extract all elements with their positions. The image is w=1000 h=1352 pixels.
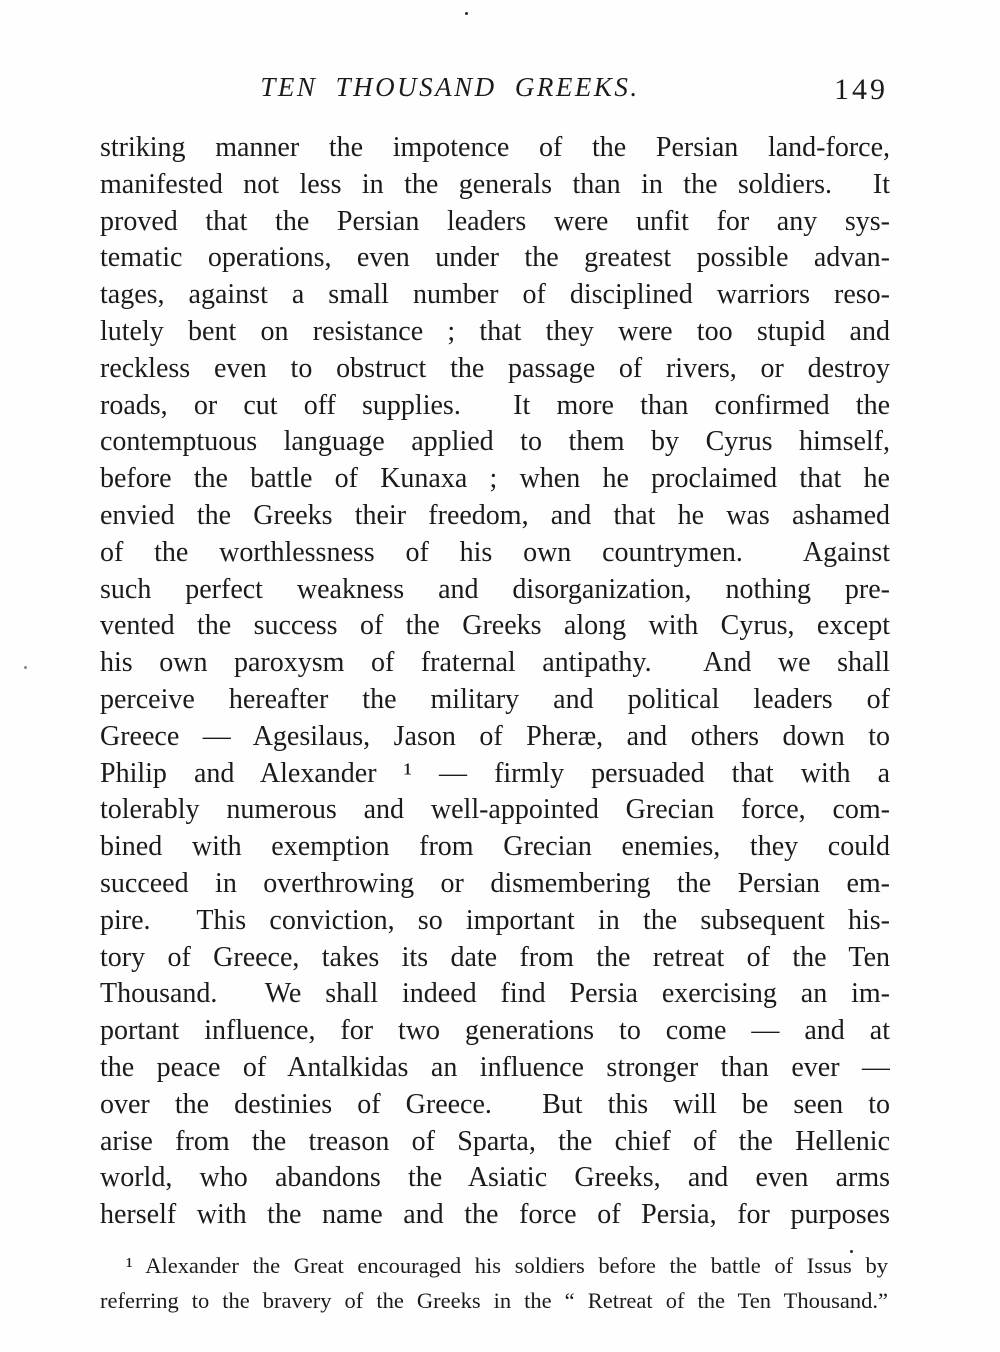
body-text-line: succeed in overthrowing or dismembering the Persian em- [100, 867, 890, 899]
body-text-line: his own paroxysm of fraternal antipathy. And we shall [100, 647, 890, 679]
footnote-line: referring to the bravery of the Greeks in the “ Retreat of the Ten Thousand.” [100, 1288, 888, 1313]
body-text-line: arise from the treason of Sparta, the chief of the Hellenic [100, 1125, 890, 1157]
body-text-line: the peace of Antalkidas an influence stronger than ever — [100, 1051, 890, 1083]
body-text-line: Philip and Alexander ¹ — firmly persuaded that with a [100, 757, 890, 789]
body-text-line: tolerably numerous and well-appointed Grecian force, com- [100, 794, 890, 826]
body-text-line: portant influence, for two generations to come — and at [100, 1015, 890, 1047]
body-text-line: reckless even to obstruct the passage of rivers, or destroy [100, 352, 890, 384]
body-text-line: manifested not less in the generals than in the soldiers. It [100, 168, 890, 200]
body-text-line: tages, against a small number of disciplined warriors reso- [100, 279, 890, 311]
body-text-line: striking manner the impotence of the Persian land-force, [100, 132, 890, 163]
body-text-line: vented the success of the Greeks along with Cyrus, except [100, 610, 890, 642]
body-text-line: world, who abandons the Asiatic Greeks, and even arms [100, 1162, 890, 1194]
scan-speck [24, 666, 27, 669]
footnote-line: ¹ Alexander the Great encouraged his soldiers before the battle of Issus by [126, 1253, 888, 1278]
body-text-line: lutely bent on resistance ; that they were too stupid and [100, 315, 890, 347]
body-text-block [100, 130, 890, 1234]
body-text-line: of the worthlessness of his own countrymen. Against [100, 536, 890, 568]
footnote-block [100, 1248, 888, 1318]
page-number: 149 [834, 73, 888, 106]
body-text-line: roads, or cut off supplies. It more than confirmed the [100, 389, 890, 421]
body-text-line: tory of Greece, takes its date from the retreat of the Ten [100, 941, 890, 973]
body-text-line: proved that the Persian leaders were unfit for any sys- [100, 205, 890, 237]
body-text-line: tematic operations, even under the greatest possible advan- [100, 242, 890, 274]
body-text-line: bined with exemption from Grecian enemies, they could [100, 831, 890, 863]
scan-speck [850, 1250, 853, 1253]
body-text-line: envied the Greeks their freedom, and that he was ashamed [100, 499, 890, 531]
body-text-line: before the battle of Kunaxa ; when he proclaimed that he [100, 463, 890, 495]
body-text-line: perceive hereafter the military and political leaders of [100, 683, 890, 715]
body-text-line: Thousand. We shall indeed find Persia exercising an im- [100, 978, 890, 1010]
running-header-title: TEN THOUSAND GREEKS. [260, 72, 640, 102]
body-text-line: over the destinies of Greece. But this will be seen to [100, 1088, 890, 1120]
body-text-line: herself with the name and the force of Persia, for purposes [100, 1199, 890, 1231]
body-text-line: such perfect weakness and disorganization, nothing pre- [100, 573, 890, 605]
scan-speck [465, 12, 468, 15]
running-header [0, 72, 1000, 112]
body-text-line: contemptuous language applied to them by Cyrus himself, [100, 426, 890, 458]
body-text-line: Greece — Agesilaus, Jason of Pheræ, and others down to [100, 720, 890, 752]
body-text-line: pire. This conviction, so important in the subsequent his- [100, 904, 890, 936]
